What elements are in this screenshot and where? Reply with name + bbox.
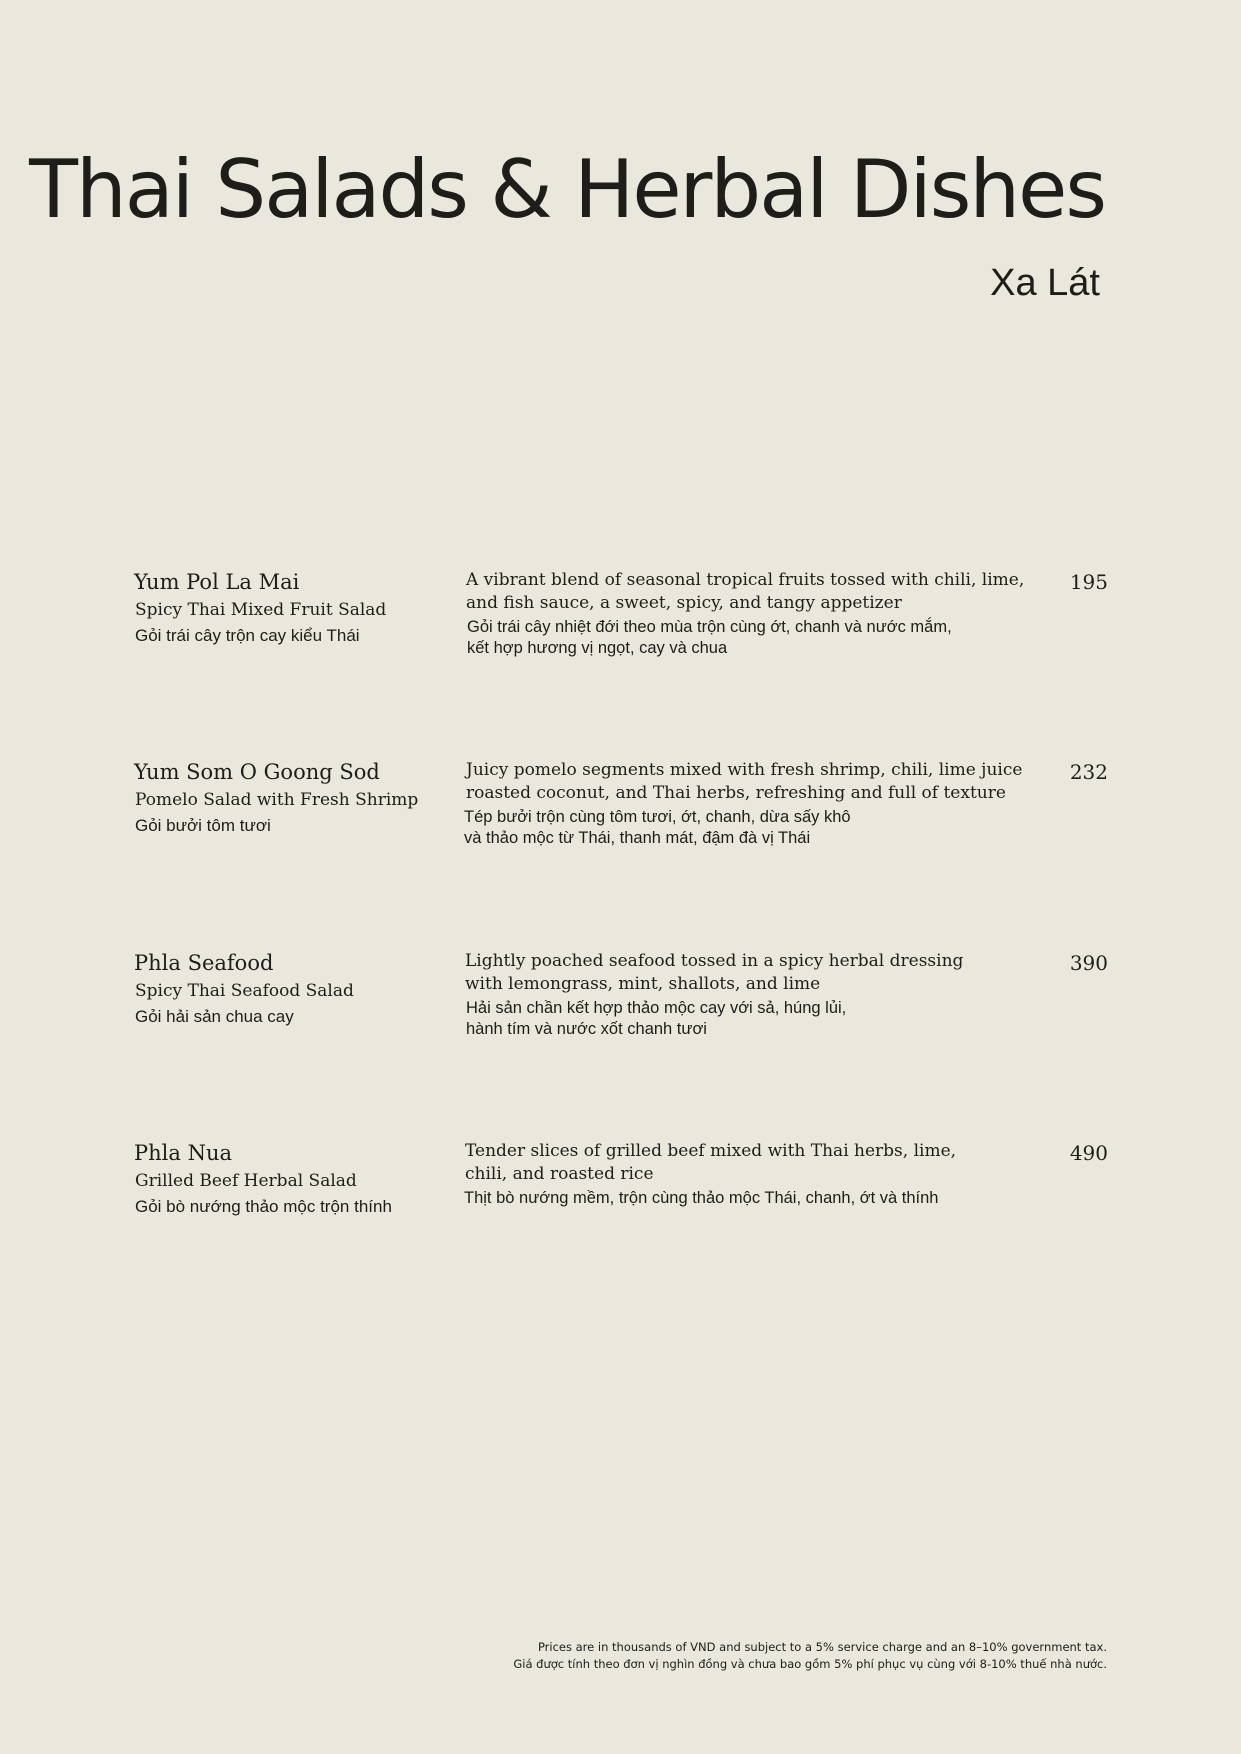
price-note-vietnamese: Giá được tính theo đơn vị nghìn đồng và chưa bao gồm 5% phí phục vụ cùng với 8-10% thuế nhà nước. bbox=[513, 1657, 1107, 1671]
menu-item-phla-seafood bbox=[134, 950, 1108, 1060]
item-english-name: Spicy Thai Mixed Fruit Salad bbox=[135, 600, 387, 620]
item-name: Yum Pol La Mai bbox=[134, 570, 300, 594]
menu-item-yum-pol-la-mai bbox=[134, 569, 1108, 679]
item-english-name: Spicy Thai Seafood Salad bbox=[135, 981, 354, 1001]
item-name: Yum Som O Goong Sod bbox=[134, 760, 380, 784]
item-description-english: Juicy pomelo segments mixed with fresh shrimp, chili, lime juice roasted coconut, and Thai herbs, refreshing and full of texture bbox=[466, 760, 1023, 803]
item-price: 232 bbox=[1069, 760, 1108, 784]
item-vietnamese-name: Gỏi hải sản chua cay bbox=[135, 1007, 294, 1026]
menu-item-phla-nua bbox=[134, 1140, 1108, 1250]
item-description-vietnamese: Thịt bò nướng mềm, trộn cùng thảo mộc Thái, chanh, ớt và thính bbox=[464, 1189, 939, 1207]
item-name: Phla Seafood bbox=[134, 951, 274, 975]
item-english-name: Grilled Beef Herbal Salad bbox=[135, 1171, 357, 1191]
item-english-name: Pomelo Salad with Fresh Shrimp bbox=[135, 790, 419, 810]
price-footnote bbox=[513, 1639, 1107, 1673]
item-name: Phla Nua bbox=[134, 1141, 232, 1165]
item-price: 390 bbox=[1069, 951, 1108, 975]
page-title: Thai Salads & Herbal Dishes bbox=[29, 143, 1105, 236]
item-price: 195 bbox=[1069, 570, 1108, 594]
item-vietnamese-name: Gỏi bò nướng thảo mộc trộn thính bbox=[135, 1197, 392, 1216]
item-description-english: Tender slices of grilled beef mixed with Thai herbs, lime, chili, and roasted rice bbox=[465, 1141, 957, 1184]
item-description-english: A vibrant blend of seasonal tropical fruits tossed with chili, lime, and fish sauce, a sweet, spicy, and tangy appetizer bbox=[466, 570, 1025, 613]
item-description-vietnamese: Tép bưởi trộn cùng tôm tươi, ớt, chanh, dừa sấy khô và thảo mộc từ Thái, thanh mát, đậm đà vị Thái bbox=[464, 808, 851, 847]
item-vietnamese-name: Gỏi trái cây trộn cay kiểu Thái bbox=[135, 626, 360, 645]
item-vietnamese-name: Gỏi bưởi tôm tươi bbox=[135, 816, 271, 835]
price-note-english: Prices are in thousands of VND and subject to a 5% service charge and an 8–10% government tax. bbox=[537, 1640, 1107, 1654]
item-description-vietnamese: Hải sản chần kết hợp thảo mộc cay với sả, húng lủi, hành tím và nước xốt chanh tươi bbox=[466, 999, 847, 1038]
item-price: 490 bbox=[1069, 1141, 1108, 1165]
item-description-english: Lightly poached seafood tossed in a spicy herbal dressing with lemongrass, mint, shallots, and lime bbox=[465, 951, 964, 994]
item-description-vietnamese: Gỏi trái cây nhiệt đới theo mùa trộn cùng ớt, chanh và nước mắm, kết hợp hương vị ngọt, cay và chua bbox=[467, 618, 952, 657]
page-subtitle: Xa Lát bbox=[990, 262, 1100, 304]
menu-item-yum-som-o-goong-sod bbox=[134, 759, 1108, 869]
